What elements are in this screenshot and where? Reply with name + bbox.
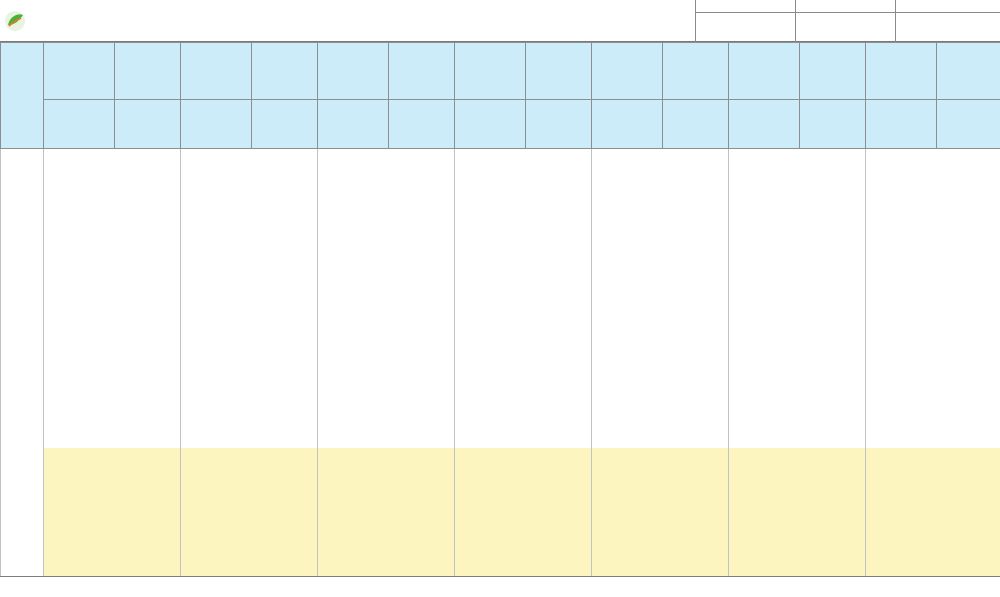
weekday-cell <box>663 43 729 100</box>
breakfast-snack-row <box>1 491 1000 534</box>
menu-cell <box>318 362 455 405</box>
menu-cell <box>592 234 729 277</box>
menu-cell <box>729 405 866 448</box>
approval-cell-manager <box>696 0 796 42</box>
menu-cell <box>318 191 455 234</box>
menu-cell <box>318 448 455 491</box>
breakfast-main-row <box>1 319 1000 362</box>
menu-cell <box>181 148 318 191</box>
menu-cell <box>455 448 592 491</box>
approval-box <box>695 0 1000 42</box>
menu-cell <box>729 148 866 191</box>
menu-cell <box>866 319 1000 362</box>
breakfast-main-row <box>1 191 1000 234</box>
menu-cell <box>181 491 318 534</box>
diet-type-therapeutic <box>526 100 592 149</box>
diet-type-regular <box>44 100 115 149</box>
menu-cell <box>181 448 318 491</box>
date-cell <box>866 43 937 100</box>
menu-cell <box>44 191 181 234</box>
weekday-cell <box>526 43 592 100</box>
date-cell <box>729 43 800 100</box>
menu-cell <box>44 491 181 534</box>
approval-cell-director <box>896 0 1000 42</box>
menu-cell <box>455 534 592 577</box>
menu-cell <box>592 448 729 491</box>
date-cell <box>181 43 252 100</box>
breakfast-main-row <box>1 362 1000 405</box>
approval-label <box>796 0 895 13</box>
menu-cell <box>592 534 729 577</box>
menu-cell <box>318 234 455 277</box>
weekday-cell <box>389 43 455 100</box>
leaf-logo-icon <box>4 10 26 32</box>
menu-cell <box>592 191 729 234</box>
menu-cell <box>866 491 1000 534</box>
date-cell <box>318 43 389 100</box>
menu-cell <box>729 534 866 577</box>
menu-cell <box>181 234 318 277</box>
menu-cell <box>866 234 1000 277</box>
menu-cell <box>729 234 866 277</box>
approval-cell-dept-head <box>796 0 896 42</box>
diet-type-regular <box>866 100 937 149</box>
menu-cell <box>455 405 592 448</box>
date-row <box>1 43 1000 100</box>
menu-cell <box>592 491 729 534</box>
menu-cell <box>44 148 181 191</box>
menu-cell <box>455 491 592 534</box>
menu-cell <box>44 448 181 491</box>
menu-cell <box>729 448 866 491</box>
menu-cell <box>318 491 455 534</box>
menu-cell <box>455 191 592 234</box>
menu-cell <box>181 362 318 405</box>
weekday-cell <box>800 43 866 100</box>
menu-cell <box>729 277 866 320</box>
menu-cell <box>592 148 729 191</box>
diet-type-therapeutic <box>389 100 455 149</box>
menu-cell <box>318 319 455 362</box>
diet-type-regular <box>181 100 252 149</box>
breakfast-main-row <box>1 277 1000 320</box>
diet-type-regular <box>318 100 389 149</box>
date-cell <box>455 43 526 100</box>
menu-cell <box>44 405 181 448</box>
menu-cell <box>866 405 1000 448</box>
menu-cell <box>318 277 455 320</box>
diet-type-therapeutic <box>252 100 318 149</box>
breakfast-snack-row <box>1 448 1000 491</box>
menu-cell <box>455 362 592 405</box>
approval-label <box>896 0 1000 13</box>
breakfast-main-row <box>1 234 1000 277</box>
corner-cell <box>1 43 44 149</box>
diet-type-therapeutic <box>663 100 729 149</box>
weekday-cell <box>115 43 181 100</box>
breakfast-main-row <box>1 148 1000 191</box>
menu-cell <box>866 148 1000 191</box>
weekday-cell <box>252 43 318 100</box>
menu-cell <box>44 534 181 577</box>
menu-cell <box>318 534 455 577</box>
menu-cell <box>318 405 455 448</box>
menu-cell <box>866 191 1000 234</box>
menu-cell <box>455 148 592 191</box>
hospital-logo <box>4 5 154 37</box>
weekday-cell <box>937 43 1000 100</box>
menu-cell <box>592 405 729 448</box>
menu-cell <box>866 448 1000 491</box>
menu-cell <box>729 362 866 405</box>
date-cell <box>44 43 115 100</box>
menu-cell <box>729 191 866 234</box>
menu-cell <box>44 362 181 405</box>
breakfast-snack-row <box>1 534 1000 577</box>
menu-cell <box>318 148 455 191</box>
menu-cell <box>181 319 318 362</box>
weekly-menu-table <box>0 42 1000 577</box>
menu-cell <box>866 277 1000 320</box>
approval-label <box>696 0 795 13</box>
menu-cell <box>729 491 866 534</box>
diet-type-regular <box>455 100 526 149</box>
menu-cell <box>181 277 318 320</box>
diet-type-therapeutic <box>800 100 866 149</box>
menu-cell <box>866 534 1000 577</box>
diet-type-row <box>1 100 1000 149</box>
menu-cell <box>181 534 318 577</box>
diet-type-therapeutic <box>937 100 1000 149</box>
menu-cell <box>181 191 318 234</box>
menu-cell <box>592 319 729 362</box>
diet-type-regular <box>729 100 800 149</box>
menu-cell <box>729 319 866 362</box>
meal-label-breakfast <box>1 148 44 576</box>
diet-type-therapeutic <box>115 100 181 149</box>
menu-cell <box>44 319 181 362</box>
diet-type-regular <box>592 100 663 149</box>
page-header <box>0 0 1000 42</box>
breakfast-main-row <box>1 405 1000 448</box>
menu-cell <box>866 362 1000 405</box>
menu-cell <box>592 362 729 405</box>
menu-cell <box>455 277 592 320</box>
menu-cell <box>455 319 592 362</box>
date-cell <box>592 43 663 100</box>
menu-cell <box>592 277 729 320</box>
menu-cell <box>44 234 181 277</box>
menu-cell <box>455 234 592 277</box>
menu-cell <box>181 405 318 448</box>
menu-cell <box>44 277 181 320</box>
